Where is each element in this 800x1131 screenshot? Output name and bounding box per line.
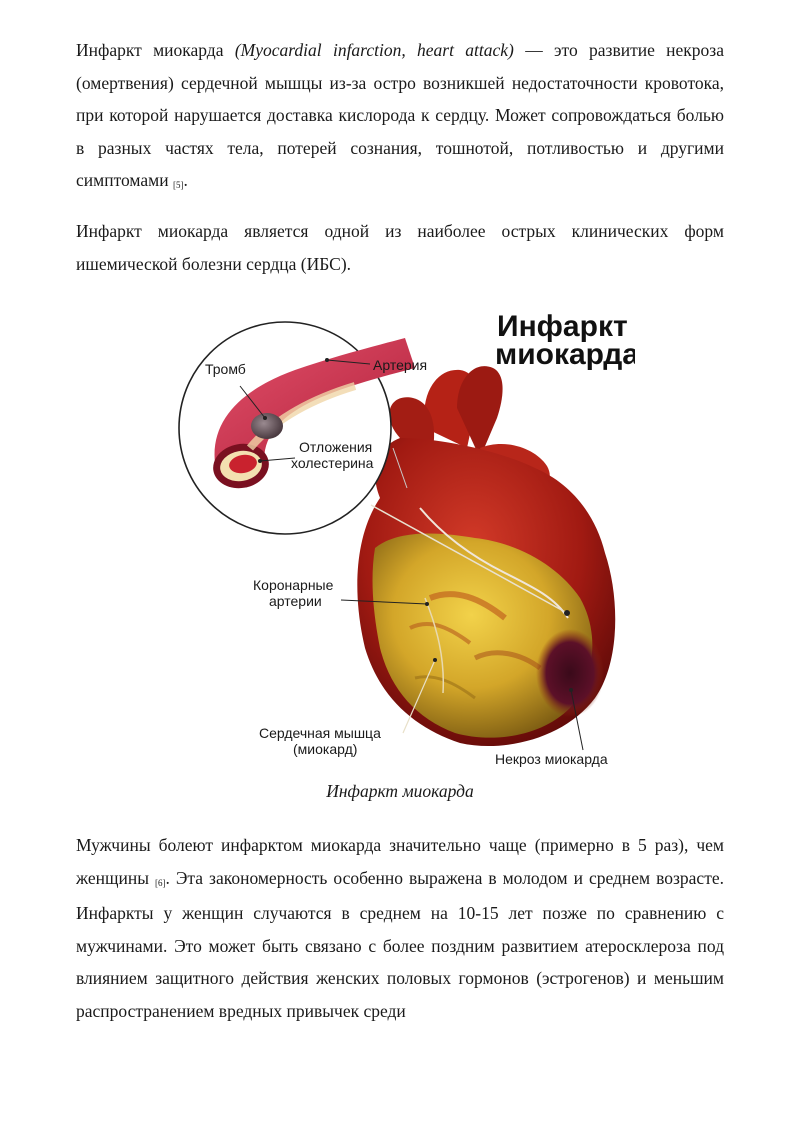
- paragraph-definition: [76, 34, 724, 200]
- label-muscle-line1: Сердечная мышца: [259, 725, 381, 741]
- figure-title-line2: миокарда: [495, 338, 635, 371]
- label-coronary-line1: Коронарные: [253, 577, 334, 593]
- citation-ref[interactable]: [5]: [172, 180, 184, 190]
- citation-ref[interactable]: [6]: [154, 877, 166, 888]
- label-artery: Артерия: [373, 357, 428, 373]
- heart-graphic: [357, 366, 615, 746]
- figure-title-line1: Инфаркт: [497, 310, 628, 343]
- figure-caption: Инфаркт миокарда: [326, 781, 474, 801]
- paragraph3-part2: . Эта закономерность особенно выражена в молодом и среднем возрасте. Инфаркты у женщин случаются в среднем на 10-15 лет позже по сравнению с мужчинами. Это может быть связано с более поздним развитием атеросклероза под влиянием защитного действия женских половых гормонов (эстрогенов) и меньшим распространением вредных привычек среди: [76, 867, 724, 1021]
- heart-attack-illustration: [175, 298, 635, 778]
- paragraph-end: .: [183, 170, 188, 190]
- paragraph-lead: Инфаркт миокарда: [76, 40, 235, 60]
- label-cholesterol-line2: холестерина: [291, 455, 374, 471]
- paragraph-body: — это развитие некроза (омертвения) сердечной мышцы из-за остро возникшей недостаточности кровотока, при которой нарушается доставка кислорода к сердцу. Может сопровождаться болью в разных частях тела, потерей сознания, тошнотой, потливостью и другими симптомами: [76, 40, 724, 190]
- label-cholesterol-line1: Отложения: [299, 439, 373, 455]
- latin-term: (Myocardial infarction, heart attack): [234, 40, 514, 60]
- label-necrosis: Некроз миокарда: [495, 751, 608, 767]
- paragraph-ihd: Инфаркт миокарда является одной из наиболее острых клинических форм ишемической болезни сердца (ИБС).: [76, 221, 724, 274]
- label-thrombus: Тромб: [205, 361, 246, 377]
- label-muscle-line2: (миокард): [293, 741, 358, 757]
- paragraph-gender-stats: [76, 829, 724, 1027]
- label-coronary-line2: артерии: [269, 593, 322, 609]
- paragraph3-part1: Мужчины болеют инфарктом миокарда значительно чаще (примерно в 5 раз), чем женщины: [76, 835, 724, 888]
